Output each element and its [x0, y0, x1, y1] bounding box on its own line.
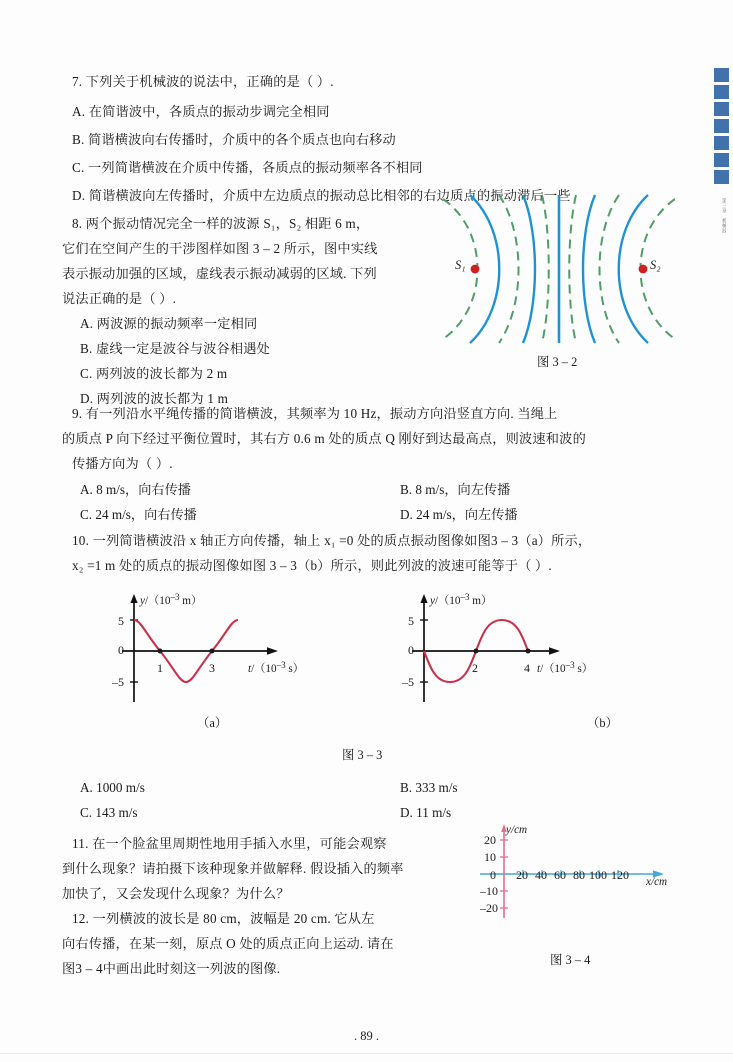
minimum-curve [569, 195, 576, 343]
fig34-ytick-20: 20 [484, 833, 496, 847]
edge-tab-segment [714, 153, 729, 167]
edge-tab-segment [714, 136, 729, 150]
q7-option-a: A. 在简谐波中，各质点的振动步调完全相同 [72, 104, 330, 119]
q10-option-d: D. 11 m/s [400, 805, 452, 820]
chart-a-ytick-neg5: –5 [112, 675, 124, 689]
q8-option-b: B. 虚线一定是波谷与波谷相遇处 [80, 341, 271, 356]
chart-a-xtick-1: 1 [157, 661, 163, 675]
interference-svg [443, 193, 675, 345]
q8-stem-line-2: 它们在空间产生的干涉图样如图 3 – 2 所示，图中实线 [62, 241, 378, 256]
chart-b-ytick-5: 5 [408, 614, 414, 628]
q7-option-b: B. 简谐横波向右传播时，介质中的各个质点也向右移动 [72, 132, 396, 147]
q8-option-d: D. 两列波的波长都为 1 m [80, 391, 229, 406]
q12-stem-line-2: 向右传播，在某一刻，原点 O 处的质点正向上运动. 请在 [62, 936, 394, 951]
chart-b-xlabel: $t/(10^{-3}$ s） [537, 660, 593, 675]
footer-rule [0, 1053, 733, 1054]
figure-3-4-caption: 图 3 – 4 [550, 953, 591, 967]
q9-stem-line-3: 传播方向为（ ）. [72, 456, 173, 471]
fig34-ytick-10: 10 [484, 850, 496, 864]
zero-crossing-dot-t2 [474, 649, 479, 654]
wave-source-s1-dot [471, 265, 480, 274]
maximum-curve [523, 195, 535, 343]
q10-option-a: A. 1000 m/s [80, 780, 145, 795]
q9-option-b: B. 8 m/s，向左传播 [400, 482, 511, 497]
x-axis-arrow [549, 647, 560, 655]
q7-option-d: D. 简谐横波向左传播时，介质中左边质点的振动总比相邻的右边质点的振动滞后一些 [72, 188, 571, 203]
fig34-xtick-20: 20 [516, 868, 528, 882]
x-axis-arrow [267, 647, 278, 655]
edge-vertical-chapter-text: 第三章 机械波 [721, 198, 726, 233]
figure-3-3-caption: 图 3 – 3 [342, 748, 383, 762]
q9-option-d: D. 24 m/s，向左传播 [400, 507, 518, 522]
chart-a-ylabel: $y/(10^{-3}$ m） [140, 592, 203, 607]
edge-tab-segment [714, 85, 729, 99]
q10-stem-line-2: x₂ =1 m 处的质点的振动图像如图 3 – 3（b）所示，则此列波的波速可能等于（ ）. [72, 558, 552, 573]
chart-b-ytick-0: 0 [408, 643, 414, 657]
chart-b-svg [402, 592, 632, 707]
page-number: . 89 . [354, 1029, 379, 1043]
y-axis-arrow [420, 594, 427, 603]
fig34-xtick-100: 100 [589, 868, 607, 882]
edge-tab-segment [714, 68, 729, 82]
fig34-ylabel: y/cm [506, 824, 528, 836]
edge-tab-segment [714, 119, 729, 133]
wave-source-s1-label: S₁ [455, 258, 466, 272]
q9-stem-line-2: 的质点 P 向下经过平衡位置时，其右方 0.6 m 处的质点 Q 刚好到达最高点，则波速和波的 [62, 431, 586, 446]
q10-option-c: C. 143 m/s [80, 805, 138, 820]
chart-b-xtick-4: 4 [524, 661, 530, 675]
minimum-curve [499, 195, 519, 343]
q9-option-c: C. 24 m/s，向右传播 [80, 507, 197, 522]
fig34-ytick-neg10: –10 [480, 884, 498, 898]
zero-crossing-dot-t1 [158, 649, 163, 654]
q7-stem: 7. 下列关于机械波的说法中，正确的是（ ）. [72, 74, 334, 89]
figure-3-2-caption: 图 3 – 2 [537, 355, 578, 369]
fig34-xtick-120: 120 [611, 868, 629, 882]
q10-option-b: B. 333 m/s [400, 780, 458, 795]
edge-tab-segment [714, 170, 729, 184]
chart-b-ylabel: $y/(10^{-3}$ m） [430, 592, 493, 607]
q8-stem-line-4: 说法正确的是（ ）. [62, 291, 177, 306]
maximum-curve [583, 195, 595, 343]
q8-stem-line-1: 8. 两个振动情况完全一样的波源 S₁，S₂ 相距 6 m， [72, 216, 370, 231]
wave-source-s2-dot [639, 265, 648, 274]
fig34-xlabel: x/cm [646, 876, 668, 888]
fig34-xtick-40: 40 [535, 868, 547, 882]
chart-a-svg [112, 592, 342, 707]
edge-tab-bar [714, 68, 729, 192]
chart-a-ytick-0: 0 [118, 643, 124, 657]
y-axis-arrow [130, 594, 137, 603]
chart-a-subcaption: （a） [197, 716, 228, 730]
q11-stem-line-2: 到什么现象？请拍摄下该种现象并做解释. 假设插入的频率 [62, 861, 404, 876]
chart-a-xlabel: $t/(10^{-3}$ s） [248, 660, 304, 675]
minimum-curve [542, 195, 549, 343]
figure-3-2-interference-pattern [443, 193, 675, 345]
q10-stem-line-1: 10. 一列简谐横波沿 x 轴正方向传播，轴上 x₁ =0 处的质点振动图像如图3 – 3（a）所示， [72, 533, 592, 548]
figure-3-3a-chart [112, 592, 342, 707]
fig34-ytick-0: 0 [490, 868, 496, 882]
chart-a-xtick-3: 3 [209, 661, 215, 675]
minimum-curve [600, 195, 620, 343]
wave-source-s2-label: S₂ [650, 258, 661, 272]
q8-stem-line-3: 表示振动加强的区域，虚线表示振动减弱的区域. 下列 [62, 266, 377, 281]
q12-stem-line-3: 图3 – 4中画出此时刻这一列波的图像. [62, 961, 281, 976]
q8-option-c: C. 两列波的波长都为 2 m [80, 366, 228, 381]
edge-tab-segment [714, 102, 729, 116]
q11-stem-line-1: 11. 在一个脸盆里周期性地用手插入水里，可能会观察 [72, 836, 387, 851]
fig34-xtick-60: 60 [554, 868, 566, 882]
figure-3-3b-chart [402, 592, 632, 707]
q11-stem-line-3: 加快了，又会发现什么现象？为什么？ [62, 886, 290, 901]
chart-a-ytick-5: 5 [118, 614, 124, 628]
chart-b-xtick-2: 2 [472, 661, 478, 675]
chart-b-subcaption: （b） [587, 716, 618, 730]
fig34-ytick-neg20: –20 [480, 901, 498, 915]
fig34-xtick-80: 80 [573, 868, 585, 882]
zero-crossing-dot-t3 [210, 649, 215, 654]
q9-option-a: A. 8 m/s，向右传播 [80, 482, 191, 497]
q7-option-c: C. 一列简谐横波在介质中传播，各质点的振动频率各不相同 [72, 160, 423, 175]
q12-stem-line-1: 12. 一列横波的波长是 80 cm，波幅是 20 cm. 它从左 [72, 911, 375, 926]
q8-option-a: A. 两波源的振动频率一定相同 [80, 316, 258, 331]
q9-stem-line-1: 9. 有一列沿水平绳传播的简谐横波，其频率为 10 Hz，振动方向沿竖直方向. 当绳上 [72, 406, 558, 421]
zero-crossing-dot-t4 [526, 649, 531, 654]
chart-b-ytick-neg5: –5 [402, 675, 414, 689]
